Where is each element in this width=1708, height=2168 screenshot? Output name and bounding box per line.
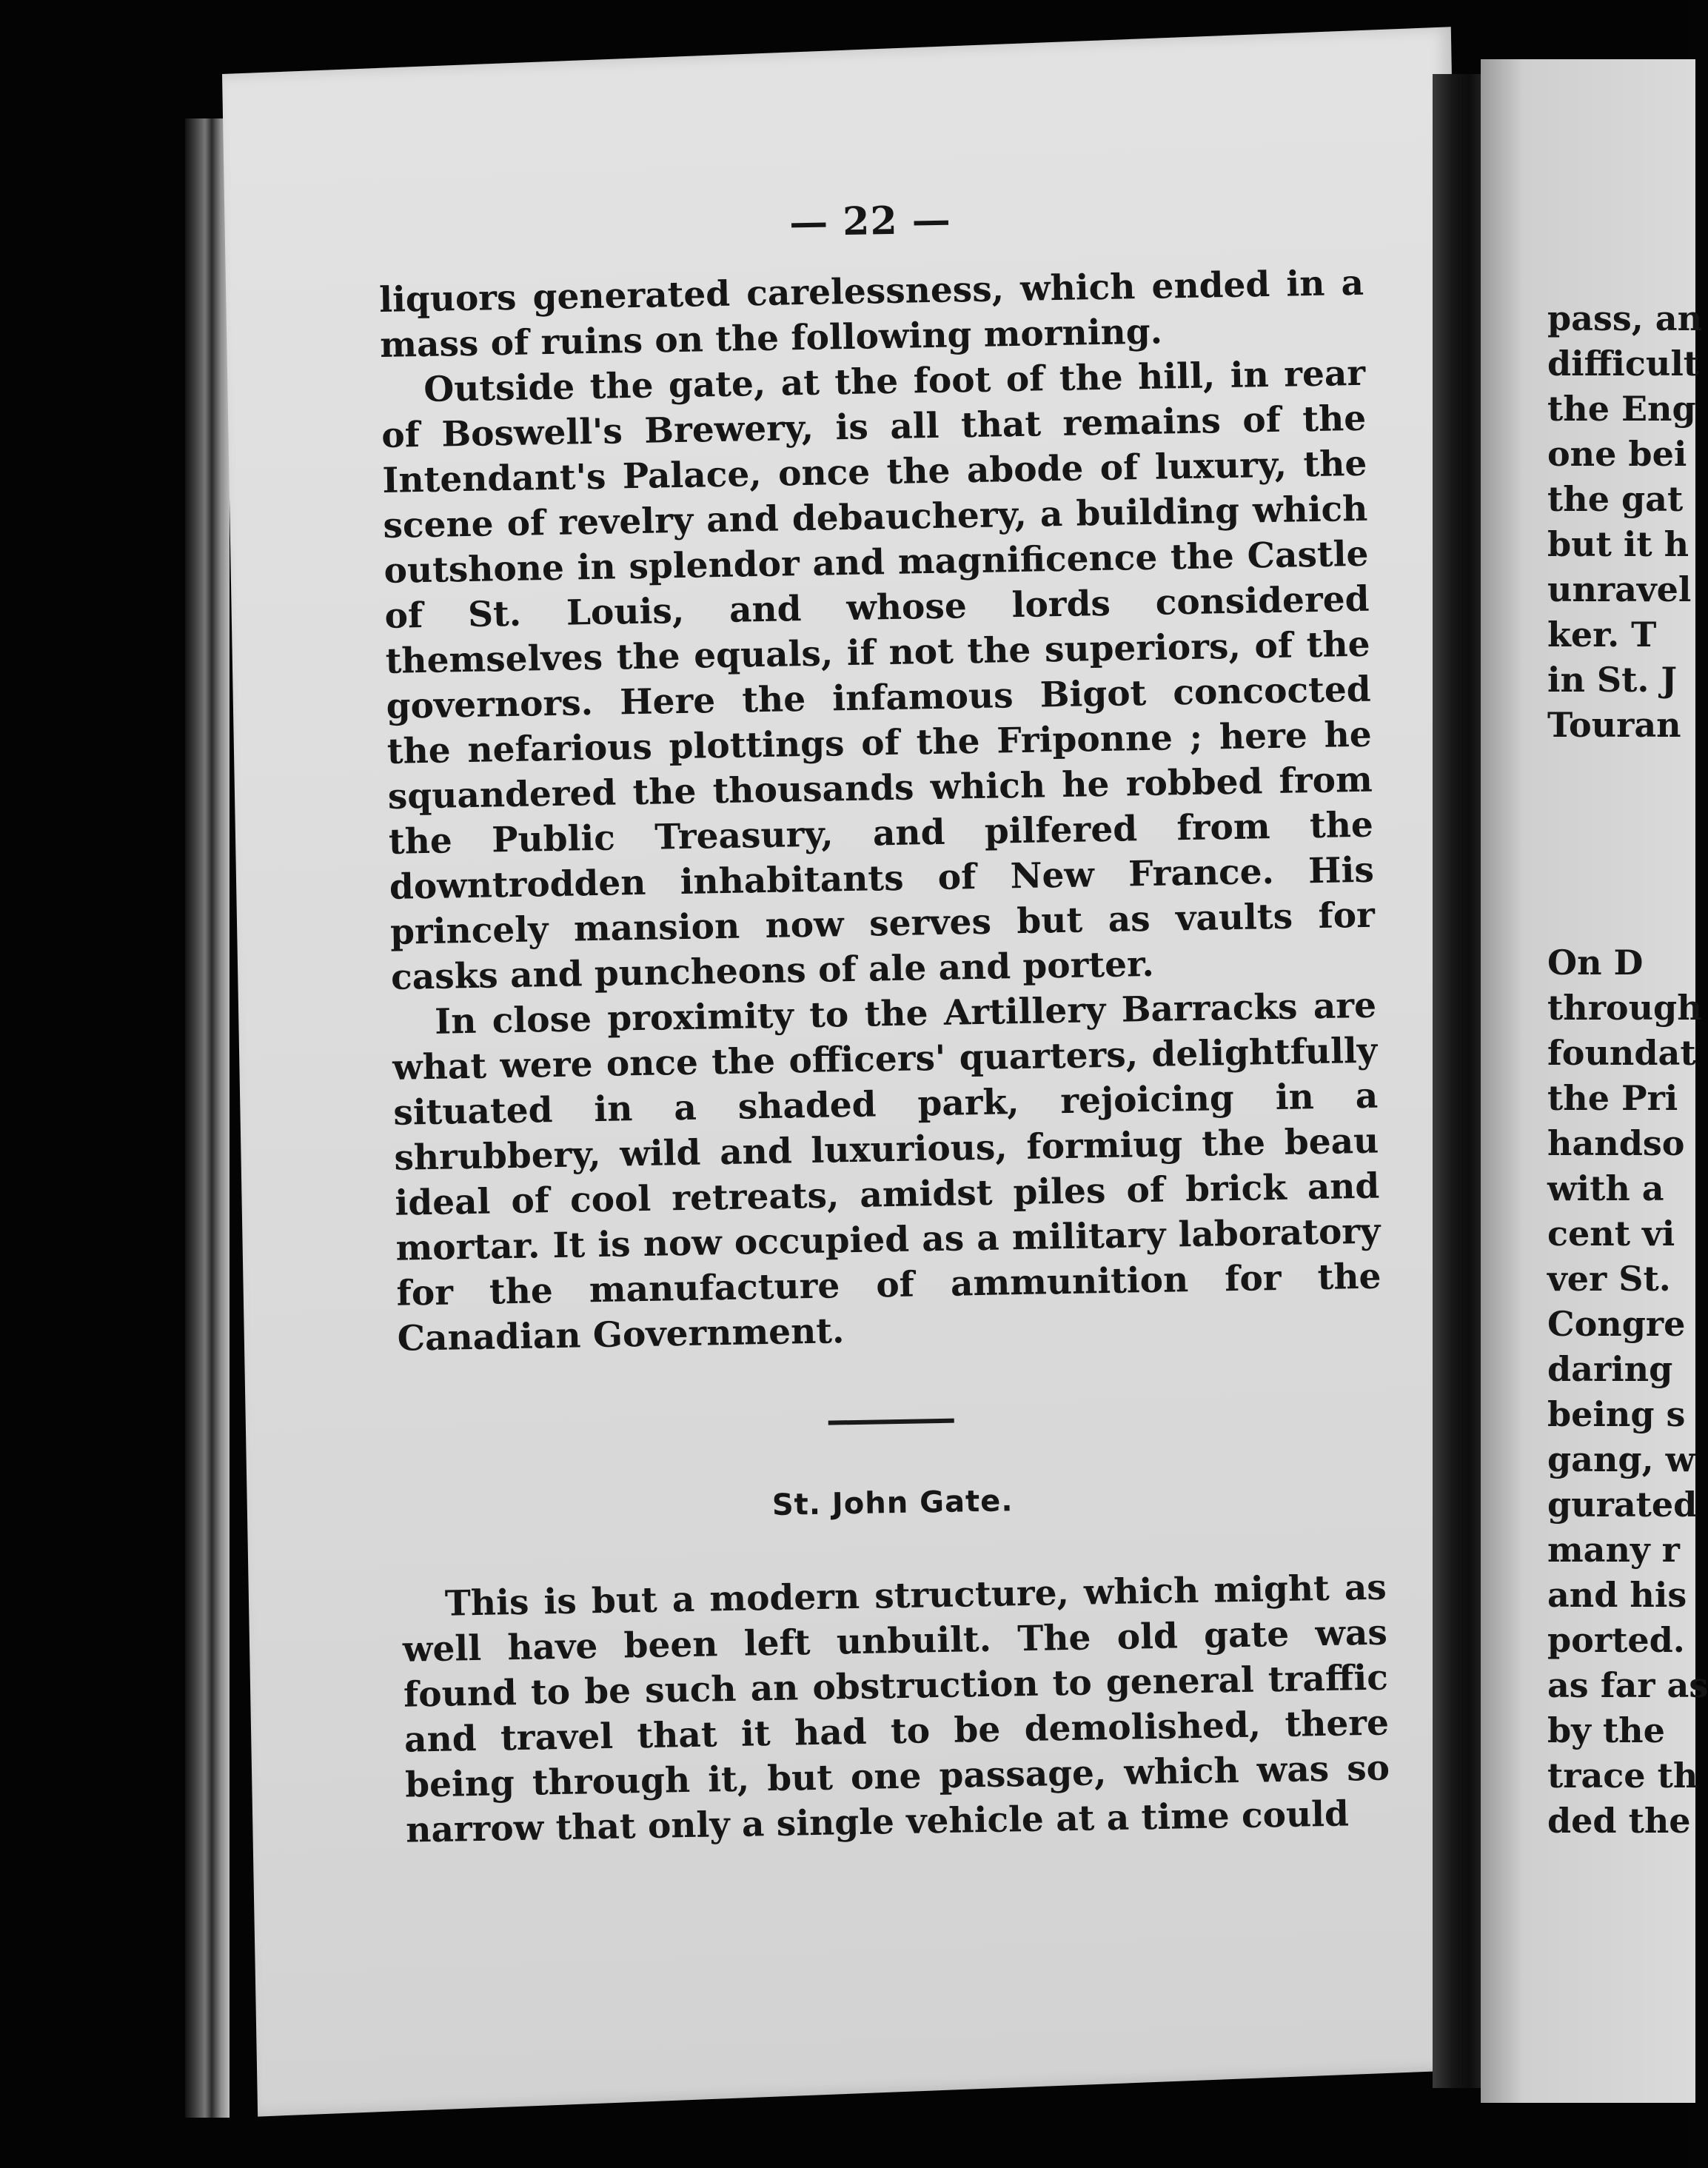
- right-page-bottom-lines: [1547, 940, 1708, 1844]
- section-divider: [828, 1419, 954, 1425]
- text-line: one bei: [1547, 434, 1687, 474]
- text-line: in St. J: [1547, 660, 1678, 700]
- text-line: On D: [1547, 943, 1644, 983]
- text-line: the Pri: [1547, 1078, 1678, 1118]
- paragraph: In close proximity to the Artillery Barracks are what were once the officers' quarters, delightfully situated in a shaded park, rejoicing in a shrubbery, wild and luxurious, formiug the beau ideal of cool retreats, amidst piles of brick and mortar. It is now occupied as a military laboratory for the manufacture of ammunition for the Canadian Government.: [392, 985, 1382, 1359]
- book-gutter: [1433, 74, 1484, 2088]
- text-line: gurated: [1547, 1485, 1698, 1525]
- text-line: unravel: [1547, 569, 1692, 609]
- text-line: ver St.: [1547, 1259, 1671, 1299]
- section-title: St. John Gate.: [771, 1484, 1014, 1522]
- text-line: but it h: [1547, 524, 1689, 564]
- text-line: handso: [1547, 1123, 1685, 1163]
- section-paragraph: This is but a modern structure, which might as well have been left unbuilt. The old gate was found to be such an obstruction to general traffic and travel that it had to be demolished, there being through it, but one passage, which was so narrow that only a single vehicle at a time could: [402, 1567, 1390, 1851]
- text-line: with a: [1547, 1168, 1664, 1208]
- text-line: cent vi: [1547, 1214, 1675, 1254]
- text-line: difficult: [1547, 344, 1700, 384]
- text-line: and his: [1547, 1575, 1687, 1615]
- text-line: by the: [1547, 1710, 1665, 1750]
- text-line: ker. T: [1547, 615, 1657, 655]
- text-line: as far as: [1547, 1665, 1708, 1705]
- paragraph: Outside the gate, at the foot of the hill, in rear of Boswell's Brewery, is all that remains of the Intendant's Palace, once the abode of luxury, the scene of revelry and debauchery, a building which outshone in splendor and magnificence the Castle of St. Louis, and whose lords considered themselves the equals, if not the superiors, of the governors. Here the infamous Bigot concocted the nefarious plottings of the Friponne ; here he squandered the thousands which he robbed from the Public Treasury, and pilfered from the downtrodden inhabitants of New France. His princely mansion now serves but as vaults for casks and puncheons of ale and porter.: [381, 352, 1376, 998]
- page-number: — 22 —: [788, 197, 952, 246]
- right-page-top-lines: [1547, 296, 1703, 748]
- text-line: ded the: [1547, 1801, 1691, 1841]
- text-line: being s: [1547, 1394, 1686, 1434]
- text-line: the gat: [1547, 479, 1684, 519]
- text-line: Touran: [1547, 705, 1681, 745]
- text-line: the Eng: [1547, 389, 1696, 429]
- paragraph: liquors generated carelessness, which ended in a mass of ruins on the following morning.: [378, 262, 1364, 366]
- text-line: foundat: [1547, 1033, 1696, 1073]
- text-line: Congre: [1547, 1304, 1686, 1344]
- text-line: ported.: [1547, 1620, 1685, 1660]
- text-line: trace th: [1547, 1756, 1698, 1796]
- text-line: many r: [1547, 1530, 1680, 1570]
- page-edge: [185, 118, 230, 2118]
- left-page-text: [378, 190, 1391, 1853]
- text-line: through: [1547, 988, 1702, 1028]
- text-line: pass, an: [1547, 298, 1703, 338]
- text-line: daring: [1547, 1349, 1673, 1389]
- text-line: gang, w: [1547, 1439, 1695, 1479]
